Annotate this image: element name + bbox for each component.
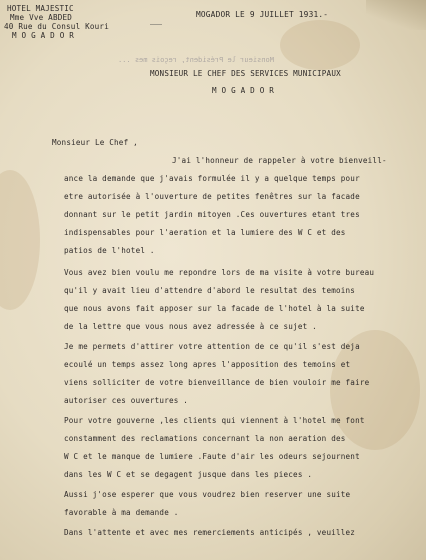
body-line-19: Aussi j'ose esperer que vous voudrez bien reserver une suite (64, 490, 351, 499)
letterhead-name: HOTEL MAJESTIC (7, 4, 74, 13)
body-line-13: viens solliciter de votre bienveillance de bien vouloir me faire (64, 378, 370, 387)
torn-corner (366, 0, 426, 30)
body-line-7: Vous avez bien voulu me repondre lors de ma visite à votre bureau (64, 268, 375, 277)
body-line-18: dans les W C et se degagent jusque dans les pieces . (64, 470, 313, 479)
body-line-1: J'ai l'honneur de rappeler à votre bienveill- (172, 156, 387, 165)
bleed-through-text: Monsieur le Président, reçois mes ... (118, 56, 274, 64)
body-line-6: patios de l'hotel . (64, 246, 155, 255)
body-line-5: indispensables pour l'aeration et la lumiere des W C et des (64, 228, 346, 237)
paper-stain (280, 20, 360, 70)
body-line-8: qu'il y avait lieu d'attendre d'abord le resultat des temoins (64, 286, 356, 295)
body-line-17: W C et le manque de lumiere .Faute d'air les odeurs sejournent (64, 452, 360, 461)
body-line-21: Dans l'attente et avec mes remerciements anticipés , veuillez (64, 528, 356, 537)
body-line-3: etre autorisée à l'ouverture de petites fenêtres sur la facade (64, 192, 360, 201)
body-line-16: constamment des reclamations concernant la non aeration des (64, 434, 346, 443)
letterhead-address: 40 Rue du Consul Kouri (4, 22, 109, 31)
body-line-9: que nous avons fait apposer sur la facade de l'hotel à la suite (64, 304, 365, 313)
paper-stain (0, 170, 40, 310)
body-line-11: Je me permets d'attirer votre attention de ce qu'il s'est deja (64, 342, 360, 351)
salutation: Monsieur Le Chef , (52, 138, 138, 147)
body-line-4: donnant sur le petit jardin mitoyen .Ces ouvertures etant tres (64, 210, 360, 219)
body-line-10: de la lettre que vous nous avez adressée à ce sujet . (64, 322, 317, 331)
dateline: MOGADOR LE 9 JUILLET 1931.- (196, 10, 329, 19)
separator-dash (150, 24, 162, 25)
letterhead-owner: Mme Vve ABDED (10, 13, 73, 22)
body-line-12: ecoulé un temps assez long apres l'apposition des temoins et (64, 360, 351, 369)
recipient-line-2: M O G A D O R (212, 86, 275, 95)
body-line-15: Pour votre gouverne ,les clients qui viennent à l'hotel me font (64, 416, 365, 425)
recipient-line-1: MONSIEUR LE CHEF DES SERVICES MUNICIPAUX (150, 69, 341, 78)
body-line-2: ance la demande que j'avais formulée il y a quelque temps pour (64, 174, 360, 183)
letterhead-city: M O G A D O R (12, 31, 75, 40)
body-line-20: favorable à ma demande . (64, 508, 179, 517)
body-line-14: autoriser ces ouvertures . (64, 396, 189, 405)
